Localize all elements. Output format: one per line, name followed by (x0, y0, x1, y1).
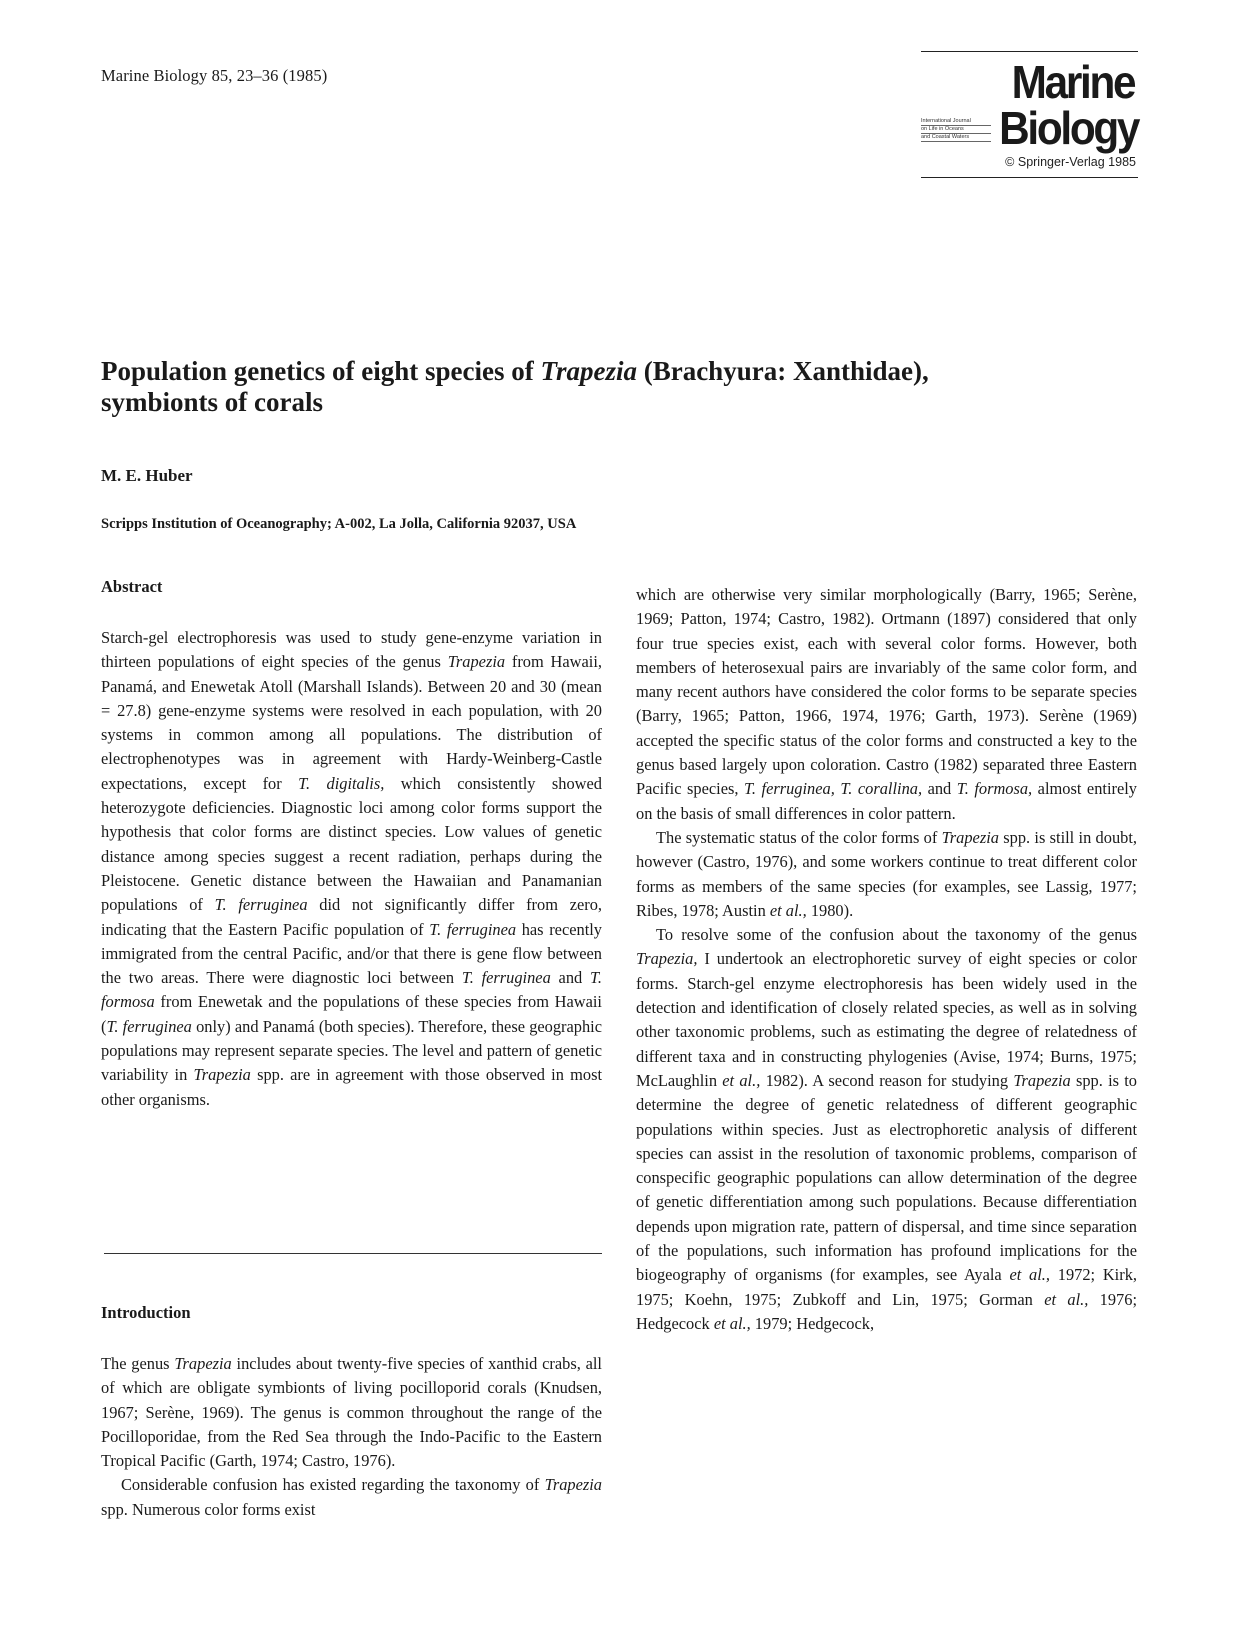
species-name: Trapezia (1013, 1070, 1071, 1090)
text-run: To resolve some of the confusion about the taxonomy of the genus (656, 925, 1137, 945)
text-run: Starch-gel electrophoresis was used to study gene-enzyme variation in thirteen populations of eight species of the genus (101, 628, 602, 672)
text-run: 1979; Hedgecock, (750, 1313, 875, 1333)
species-name: Trapezia (544, 1475, 602, 1495)
species-name: T. ferruginea (106, 1016, 192, 1036)
species-name: Trapezia (447, 652, 506, 672)
citation-etal: et al., (713, 1313, 751, 1333)
title-text: (Brachyura: Xanthidae), (636, 356, 929, 386)
author-name: M. E. Huber (101, 466, 193, 485)
title-text: symbionts of corals (101, 387, 323, 417)
text-run: includes about twenty-five species of xanthid crabs, all of which are obligate symbionts of living pocilloporid corals (Knudsen, 1967; Serène, 1969). The genus is common throughout the range of the Pocilloporidae, from the Red Sea through the Indo-Pacific to the Eastern Tropical Pacific (Garth, 1974; Castro, 1976). (101, 1354, 602, 1471)
author-affiliation: Scripps Institution of Oceanography; A-002, La Jolla, California 92037, USA (101, 516, 577, 532)
intro-paragraph (101, 1352, 602, 1473)
intro-paragraph (636, 826, 1137, 923)
logo-word-marine: Marine (1011, 56, 1134, 108)
text-run: spp. Numerous color forms exist (101, 1499, 316, 1519)
text-run: almost entirely on the basis of small differences in color pattern. (636, 779, 1137, 823)
logo-tagline (921, 118, 991, 142)
article-title (101, 356, 1141, 418)
species-name: T. ferruginea (461, 968, 551, 988)
text-run: did not significantly differ from zero, indicating that the Eastern Pacific population of (101, 895, 602, 939)
text-run: from Enewetak and the populations of these species from Hawaii ( (101, 992, 602, 1036)
species-name: T. formosa, (956, 779, 1033, 799)
text-run: spp. is still in doubt, however (Castro, 1976), and some workers continue to treat different color forms as members of the same species (for examples, see Lassig, 1977; Ribes, 1978; Austin (636, 827, 1137, 920)
abstract-heading: Abstract (101, 577, 163, 596)
intro-paragraph (636, 583, 1137, 826)
journal-logo (921, 51, 1138, 179)
title-text: Population genetics of eight species of (101, 356, 541, 386)
text-run: 1976; Hedgecock (636, 1289, 1138, 1333)
species-name: Trapezia, (636, 949, 698, 969)
text-run: and (922, 779, 957, 799)
abstract-paragraph (101, 626, 602, 1112)
logo-word-biology: Biology (998, 102, 1138, 154)
introduction-body (101, 1352, 602, 1522)
citation-etal: et al., (769, 900, 807, 920)
text-run: which consistently showed heterozygote deficiencies. Diagnostic loci among color forms support the hypothesis that color forms are distinct species. Low values of genetic distance among species suggest a recent radiation, perhaps during the Pleistocene. Genetic distance between the Hawaiian and Panamanian populations of (101, 773, 602, 915)
journal-reference: Marine Biology 85, 23–36 (1985) (101, 66, 328, 85)
right-column-body (636, 583, 1137, 1336)
logo-bottom-rule (921, 177, 1138, 178)
species-name: T. ferruginea (214, 895, 308, 915)
intro-paragraph (636, 923, 1137, 1336)
species-name: Trapezia (193, 1065, 251, 1085)
citation-etal: et al., (1009, 1265, 1050, 1285)
text-run: The systematic status of the color forms of (656, 827, 942, 847)
text-run: Considerable confusion has existed regarding the taxonomy of (121, 1475, 545, 1495)
copyright-notice: © Springer-Verlag 1985 (1005, 155, 1136, 169)
text-run: 1972; Kirk, 1975; Koehn, 1975; Zubkoff and Lin, 1975; Gorman (636, 1265, 1137, 1309)
citation-etal: et al., (722, 1070, 761, 1090)
abstract-body (101, 626, 602, 1112)
text-run: only) and Panamá (both species). Therefore, these geographic populations may represent separate species. The level and pattern of genetic variability in (101, 1016, 603, 1085)
text-run: 1982). A second reason for studying (760, 1070, 1014, 1090)
citation-etal: et al., (1044, 1289, 1089, 1309)
text-run: and (550, 968, 590, 988)
text-run: The genus (101, 1354, 175, 1373)
logo-tagline-line: on Life in Oceans (921, 126, 991, 134)
species-name: Trapezia (941, 827, 999, 847)
species-name: T. digitalis, (298, 773, 385, 793)
species-name: T. formosa (101, 968, 602, 1012)
text-run: from Hawaii, Panamá, and Enewetak Atoll (Marshall Islands). Between 20 and 30 (mean = 27.8) gene-enzyme systems were resolved in each population, with 20 systems in common among all populations. The distribution of electrophenotypes was in agreement with Hardy-Weinberg-Castle expectations, except for (101, 652, 602, 793)
intro-paragraph (101, 1473, 602, 1522)
text-run: spp. is to determine the degree of genetic relatedness of different geographic populations within species. Just as electrophoretic analysis of different species can assist in the resolution of taxonomic problems, comparison of conspecific geographic populations can allow determination of the degree of genetic differentiation among such populations. Because differentiation depends upon migration rate, pattern of dispersal, and time since separation of the populations, such information has profound implications for the biogeography of organisms (for examples, see Ayala (636, 1070, 1138, 1285)
text-run: I undertook an electrophoretic survey of eight species or color forms. Starch-gel enzyme electrophoresis has been widely used in the detection and identification of closely related species, as well as in solving other taxonomic problems, such as estimating the degree of relatedness of different taxa and in constructing phylogenies (Avise, 1974; Burns, 1975; McLaughlin (636, 949, 1137, 1090)
text-run: has recently immigrated from the central Pacific, and/or that there is gene flow between the two areas. There were diagnostic loci between (101, 919, 602, 988)
species-name: T. ferruginea, T. corallina, (744, 779, 923, 799)
text-run: which are otherwise very similar morphologically (Barry, 1965; Serène, 1969; Patton, 1974; Castro, 1982). Ortmann (1897) considered that only four true species exist, each with several color forms. However, both members of heterosexual pairs are invariably of the same color form, and many recent authors have considered the color forms to be separate species (Barry, 1965; Patton, 1966, 1974, 1976; Garth, 1973). Serène (1969) accepted the specific status of the color forms and constructed a key to the genus based largely upon coloration. Castro (1982) separated three Eastern Pacific species, (636, 585, 1137, 799)
species-name: T. ferruginea (429, 919, 517, 939)
text-run: spp. are in agreement with those observed in most other organisms. (101, 1065, 602, 1109)
title-genus: Trapezia (540, 356, 637, 386)
species-name: Trapezia (174, 1354, 232, 1373)
logo-top-rule (921, 51, 1138, 52)
abstract-divider (104, 1253, 602, 1254)
logo-tagline-line: and Coastal Waters (921, 134, 991, 142)
introduction-heading: Introduction (101, 1303, 191, 1322)
text-run: 1980). (806, 900, 854, 920)
logo-tagline-line: International Journal (921, 118, 991, 126)
